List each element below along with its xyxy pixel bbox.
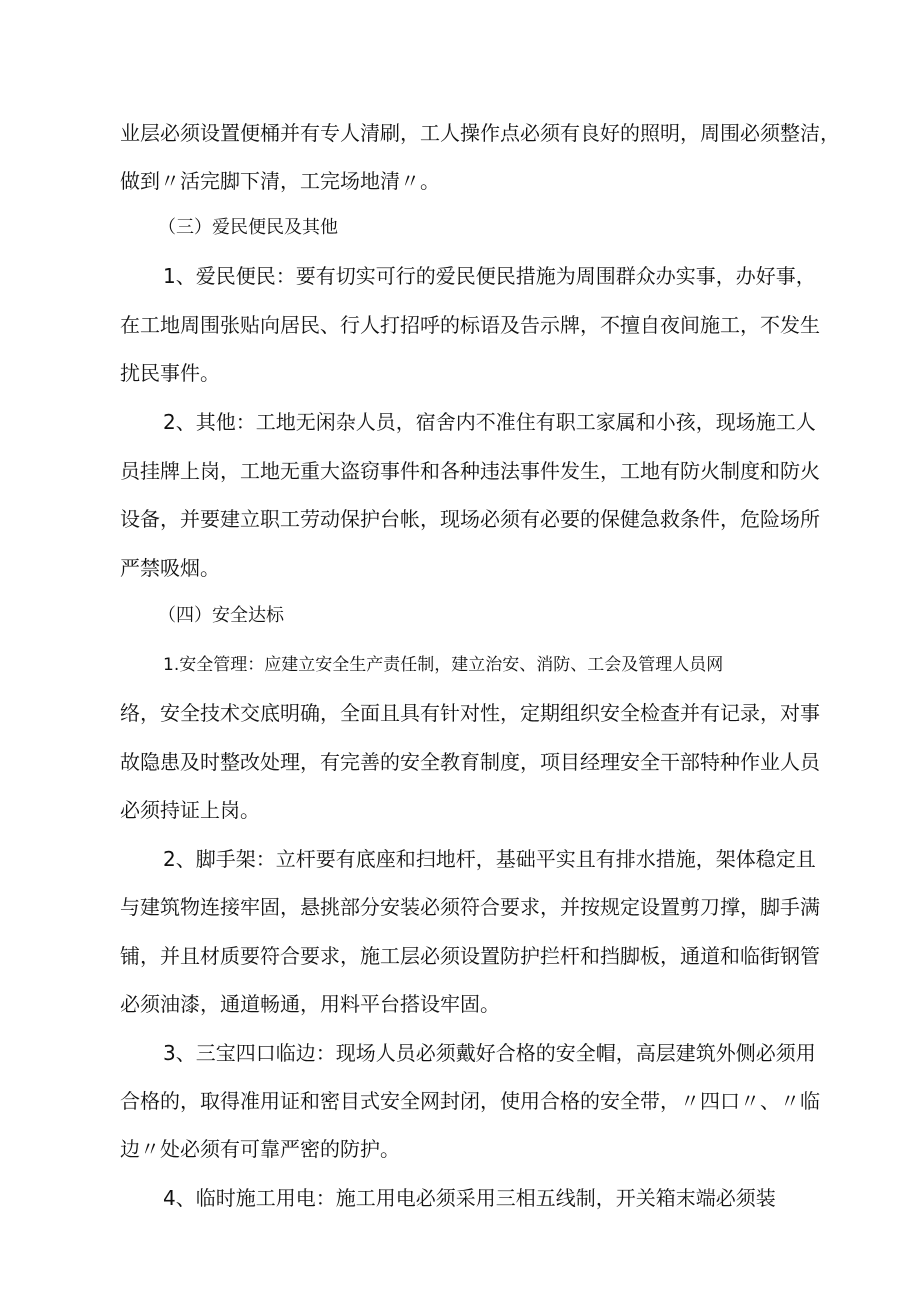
text-line-18: 铺，并且材质要符合要求，施工层必须设置防护拦杆和挡脚板，通道和临街钢管 (120, 944, 820, 968)
text-line-12: 1.安全管理：应建立安全生产责任制，建立治安、消防、工会及管理人员网 (163, 655, 724, 675)
text-line-16: 2、脚手架：立杆要有底座和扫地杆，基础平实且有排水措施，架体稳定且 (163, 847, 816, 871)
text-line-15: 必须持证上岗。 (120, 798, 260, 822)
text-line-14: 故隐患及时整改处理，有完善的安全教育制度，项目经理安全干部特种作业人员 (120, 750, 820, 774)
text-line-5: 在工地周围张贴向居民、行人打招呼的标语及告示牌，不擅自夜间施工，不发生 (120, 313, 820, 337)
text-line-9: 设备，并要建立职工劳动保护台帐，现场必须有必要的保健急救条件，危险场所 (120, 507, 820, 531)
text-line-20: 3、三宝四口临边：现场人员必须戴好合格的安全帽，高层建筑外侧必须用 (163, 1041, 816, 1065)
text-line-23: 4、临时施工用电：施工用电必须采用三相五线制，开关箱末端必须装 (163, 1186, 776, 1210)
text-line-21: 合格的，取得准用证和密目式安全网封闭，使用合格的安全带，〃四口〃、〃临 (120, 1089, 820, 1113)
text-line-1: 业层必须设置便桶并有专人清刷，工人操作点必须有良好的照明，周围必须整洁， (120, 121, 840, 145)
text-line-22: 边〃处必须有可靠严密的防护。 (120, 1137, 400, 1161)
text-line-4: 1、爱民便民：要有切实可行的爱民便民措施为周围群众办实事，办好事， (163, 264, 816, 288)
text-line-2: 做到〃活完脚下清，工完场地清〃。 (120, 169, 440, 193)
section-heading-3: （三）爱民便民及其他 (158, 217, 338, 238)
text-line-10: 严禁吸烟。 (120, 556, 220, 580)
text-line-8: 员挂牌上岗，工地无重大盗窃事件和各种违法事件发生，工地有防火制度和防火 (120, 459, 820, 483)
text-line-17: 与建筑物连接牢固，悬挑部分安装必须符合要求，并按规定设置剪刀撑，脚手满 (120, 895, 820, 919)
text-line-7: 2、其他：工地无闲杂人员，宿舍内不准住有职工家属和小孩，现场施工人 (163, 410, 816, 434)
section-heading-4: （四）安全达标 (158, 605, 284, 626)
text-line-6: 扰民事件。 (120, 361, 220, 385)
text-line-13: 络，安全技术交底明确，全面且具有针对性，定期组织安全检查并有记录，对事 (120, 701, 820, 725)
text-line-19: 必须油漆，通道畅通，用料平台搭设牢固。 (120, 992, 500, 1016)
